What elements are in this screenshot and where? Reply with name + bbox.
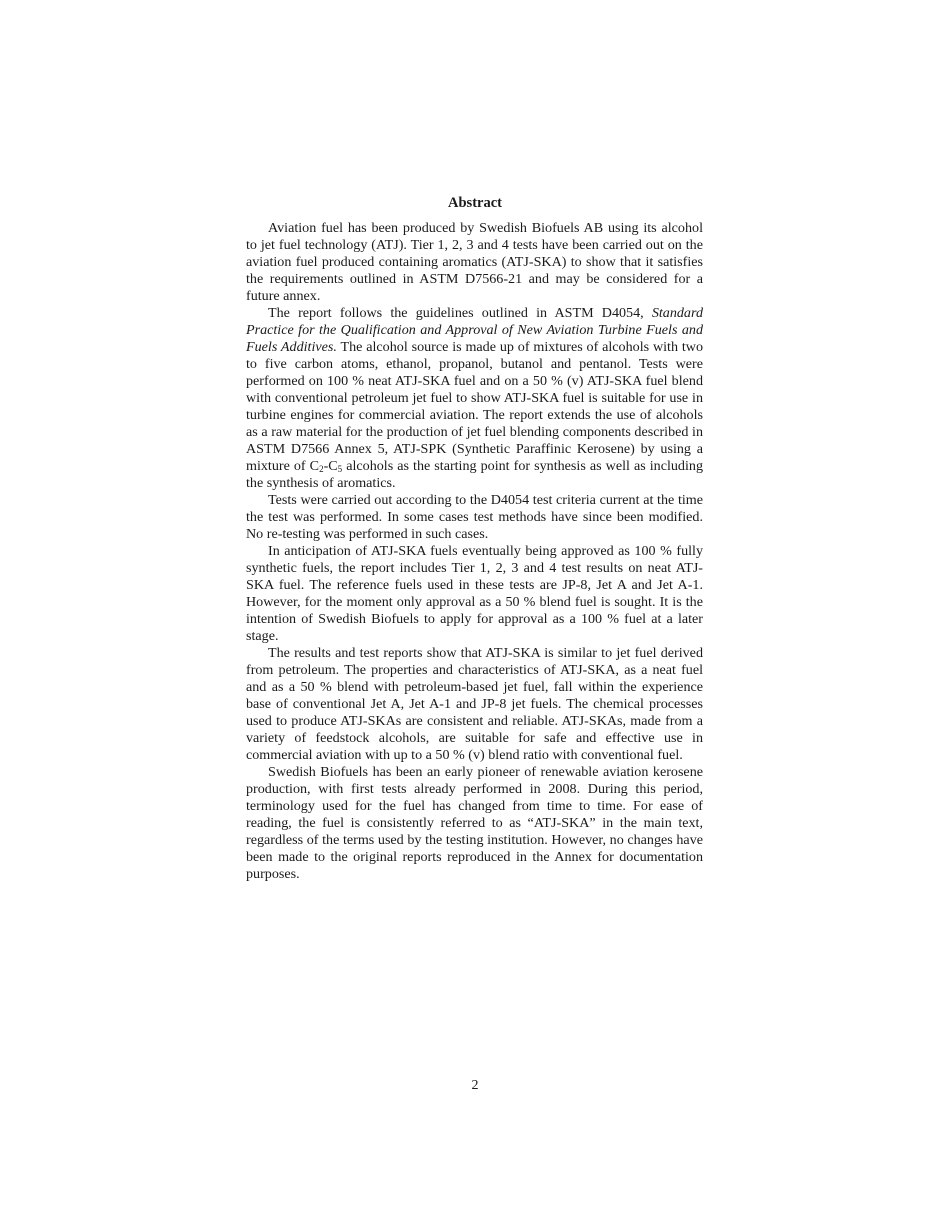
abstract-paragraph-2 — [246, 305, 703, 492]
carbon-subscript-2: 2 — [319, 464, 324, 474]
abstract-paragraph-3: Tests were carried out according to the D4054 test criteria current at the time the test was performed. In some cases test methods have since been modified. No re-testing was performed in such cases. — [246, 492, 703, 542]
paragraph-2-body: The alcohol source is made up of mixtures of alcohols with two to five carbon atoms, ethanol, propanol, butanol and pentanol. Tests were performed on 100 % neat ATJ-SKA fuel and on a 50 % (v) ATJ-SKA fuel blend with conventional petroleum jet fuel to show ATJ-SKA fuel is suitable for use in turbine engines for commercial aviation. The report extends the use of alcohols as a raw material for the production of jet fuel blending components described in ASTM D7566 Annex 5, ATJ-SPK (Synthetic Paraffinic Kerosene) by using a mixture of C — [246, 339, 703, 474]
paragraph-2-end: alcohols as the starting point for synthesis as well as including the synthesis of aromatics. — [246, 458, 703, 491]
paragraph-2-intro: The report follows the guidelines outlined in ASTM D4054, — [268, 305, 652, 321]
abstract-heading: Abstract — [448, 195, 502, 211]
standard-title-italic: Standard Practice for the Qualification and Approval of New Aviation Turbine Fuels and Fuels Additives. — [246, 305, 703, 355]
abstract-body — [246, 220, 703, 883]
abstract-paragraph-1: Aviation fuel has been produced by Swedish Biofuels AB using its alcohol to jet fuel technology (ATJ). Tier 1, 2, 3 and 4 tests have been carried out on the aviation fuel produced containing aromatics (ATJ-SKA) to show that it satisfies the requirements outlined in ASTM D7566-21 and may be considered for a future annex. — [246, 220, 703, 304]
carbon-range-dash: -C — [323, 458, 338, 474]
abstract-paragraph-6: Swedish Biofuels has been an early pioneer of renewable aviation kerosene production, with first tests already performed in 2008. During this period, terminology used for the fuel has changed from time to time. For ease of reading, the fuel is consistently referred to as “ATJ-SKA” in the main text, regardless of the terms used by the testing institution. However, no changes have been made to the original reports reproduced in the Annex for documentation purposes. — [246, 764, 703, 882]
abstract-paragraph-5: The results and test reports show that ATJ-SKA is similar to jet fuel derived from petroleum. The properties and characteristics of ATJ-SKA, as a neat fuel and as a 50 % blend with petroleum-based jet fuel, fall within the experience base of conventional Jet A, Jet A-1 and JP-8 jet fuels. The chemical processes used to produce ATJ-SKAs are consistent and reliable. ATJ-SKAs, made from a variety of feedstock alcohols, are suitable for safe and effective use in commercial aviation with up to a 50 % (v) blend ratio with conventional fuel. — [246, 645, 703, 763]
carbon-subscript-5: 5 — [337, 464, 343, 474]
page-number: 2 — [471, 1078, 479, 1093]
abstract-paragraph-4: In anticipation of ATJ-SKA fuels eventually being approved as 100 % fully synthetic fuels, the report includes Tier 1, 2, 3 and 4 test results on neat ATJ-SKA fuel. The reference fuels used in these tests are JP-8, Jet A and Jet A-1. However, for the moment only approval as a 50 % blend fuel is sought. It is the intention of Swedish Biofuels to apply for approval as a 100 % fuel at a later stage. — [246, 543, 703, 644]
